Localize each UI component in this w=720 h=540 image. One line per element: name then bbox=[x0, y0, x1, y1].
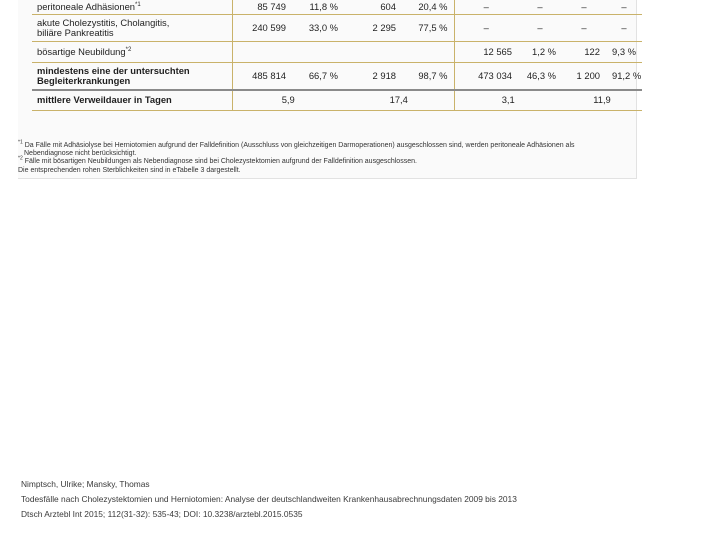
table-cell: 11,9 bbox=[593, 94, 611, 106]
table-cell: 17,4 bbox=[344, 90, 454, 111]
table-cell: 20,4 % bbox=[402, 0, 454, 15]
table-cell: 33,0 % bbox=[308, 21, 338, 33]
table-cell: 604 bbox=[380, 0, 396, 12]
footnote: $^{*1}$ Da Fälle mit Adhäsiolyse bei Herniotomien aufgrund der Falldefinition (Ausschluss von gleichzeitigen Darmoperationen) ausgeschlossen sind, werden peritoneale Adhäsionen als bbox=[18, 139, 575, 149]
table-cell: 11,8 % bbox=[309, 0, 338, 12]
row-label: bösartige Neubildung$^{*2}$ bbox=[32, 42, 232, 63]
table-cell: 473 034 bbox=[478, 69, 512, 81]
table-cell: – bbox=[537, 21, 543, 33]
table-cell: 485 814 bbox=[252, 69, 286, 81]
table-cell: 240 599 bbox=[252, 21, 286, 33]
table-row bbox=[32, 15, 642, 42]
table-cell: 77,5 % bbox=[402, 15, 454, 42]
table-cell: – bbox=[621, 0, 627, 12]
row-label: akute Cholezystitis, Cholangitis, biliäre Pankreatitis bbox=[32, 15, 232, 42]
table-cell: 9,3 % bbox=[612, 45, 636, 57]
table-cell: – bbox=[483, 0, 489, 12]
footnote-ref: *2 bbox=[125, 46, 132, 53]
table-cell bbox=[232, 42, 292, 63]
table-row bbox=[32, 90, 642, 111]
table-cell bbox=[344, 42, 402, 63]
citation bbox=[21, 477, 517, 522]
table-cell: – bbox=[537, 0, 543, 12]
table-cell bbox=[292, 42, 344, 63]
table-cell: 2 295 bbox=[372, 21, 396, 33]
table-cell: 66,7 % bbox=[308, 69, 338, 81]
table-cell: 1 200 bbox=[576, 69, 600, 81]
table-row bbox=[32, 0, 642, 15]
citation-authors: Nimptsch, Ulrike; Mansky, Thomas bbox=[21, 479, 150, 489]
row-label: peritoneale Adhäsionen$^{*1}$ bbox=[32, 0, 232, 15]
table-cell: 122 bbox=[584, 45, 600, 57]
table-figure bbox=[18, 0, 642, 179]
table-cell: 98,7 % bbox=[402, 63, 454, 91]
footnote: Die entsprechenden rohen Sterblichkeiten sind in eTabelle 3 dargestellt. bbox=[18, 166, 241, 174]
footnotes bbox=[18, 139, 618, 175]
table-cell: 46,3 % bbox=[526, 69, 556, 81]
table-cell bbox=[402, 42, 454, 63]
footnote: $^{*2}$ Fälle mit bösartigen Neubildungen als Nebendiagnose sind bei Cholezystektomien aufgrund der Falldefinition ausgeschlossen. bbox=[18, 156, 417, 166]
footnote-continuation: Nebendiagnose nicht berücksichtigt. bbox=[24, 150, 137, 158]
row-label: mittlere Verweildauer in Tagen bbox=[32, 90, 232, 111]
table-cell: 3,1 bbox=[501, 94, 515, 106]
table-cell: 1,2 % bbox=[532, 45, 556, 57]
table-cell: 5,9 bbox=[281, 94, 295, 106]
table-cell: – bbox=[621, 21, 627, 33]
citation-source: Dtsch Arztebl Int 2015; 112(31-32): 535-43; DOI: 10.3238/arztebl.2015.0535 bbox=[21, 509, 303, 519]
table-row bbox=[32, 63, 642, 91]
citation-title: Todesfälle nach Cholezystektomien und Herniotomien: Analyse der deutschlandweiten Krankenhausabrechnungsdaten 2009 bis 2013 bbox=[21, 494, 517, 504]
table-cell: – bbox=[483, 21, 489, 33]
table-row bbox=[32, 42, 642, 63]
table-cell: – bbox=[581, 21, 587, 33]
table-cell: 85 749 bbox=[257, 0, 286, 12]
table-cell: 12 565 bbox=[483, 45, 512, 57]
table-cell: 2 918 bbox=[372, 69, 396, 81]
footnote-ref: *1 bbox=[135, 1, 141, 8]
table-cell: – bbox=[581, 0, 587, 12]
data-table bbox=[32, 0, 642, 111]
row-label: mindestens eine der untersuchten Begleiterkrankungen bbox=[32, 63, 232, 91]
table-cell: 91,2 % bbox=[612, 69, 642, 81]
